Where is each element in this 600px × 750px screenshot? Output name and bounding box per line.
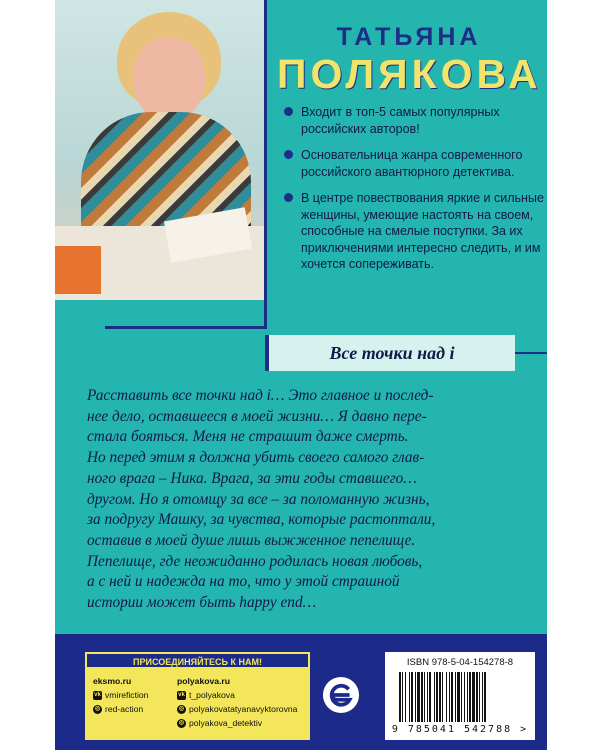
barcode-bar bbox=[417, 672, 420, 722]
vk-icon: vk bbox=[178, 691, 185, 698]
social-link-text: red-action bbox=[105, 704, 144, 714]
photo-frame-line-horizontal bbox=[105, 326, 267, 329]
social-link-text: polyakovatatyanavyktorovna bbox=[189, 704, 298, 714]
annotation-line: Расставить все точки над i… Это главное и послед- bbox=[87, 387, 434, 404]
barcode-bar bbox=[421, 672, 423, 722]
barcode-bar bbox=[476, 672, 478, 722]
barcode-bar bbox=[427, 672, 428, 722]
title-banner-line bbox=[515, 352, 547, 354]
barcode-icon bbox=[399, 672, 521, 722]
barcode-bar bbox=[439, 672, 441, 722]
annotation-line: истории может быть happy end… bbox=[87, 594, 317, 612]
barcode-bar bbox=[469, 672, 471, 722]
instagram-icon: ◎ bbox=[94, 705, 101, 712]
barcode-bar bbox=[446, 672, 447, 722]
barcode-bar bbox=[461, 672, 462, 722]
photo-orange-books bbox=[55, 246, 101, 294]
annotation-line: за подругу Машку, за чувства, которые растоптали, bbox=[87, 511, 436, 529]
social-heading: ПРИСОЕДИНЯЙТЕСЬ К НАМ! bbox=[85, 652, 310, 669]
social-link[interactable] bbox=[177, 688, 308, 702]
barcode-bar bbox=[484, 672, 486, 722]
social-link-text: vmirefiction bbox=[105, 690, 149, 700]
annotation-line: стала бояться. Меня не страшит даже смерть. bbox=[87, 428, 409, 446]
barcode-bar bbox=[429, 672, 431, 722]
social-link-text: polyakova_detektiv bbox=[189, 718, 263, 728]
photo-frame-line-vertical bbox=[264, 0, 267, 326]
social-link[interactable] bbox=[93, 688, 177, 702]
author-links bbox=[177, 674, 308, 730]
author-last-name: ПОЛЯКОВА bbox=[277, 51, 542, 97]
annotation-line: Но перед этим я должна убить своего самого глав- bbox=[87, 449, 425, 467]
barcode-bar bbox=[479, 672, 480, 722]
annotation-line: другом. Но я отомщу за все – за поломанную жизнь, bbox=[87, 490, 430, 508]
eksmo-logo-icon bbox=[322, 676, 360, 714]
social-link[interactable] bbox=[177, 716, 308, 730]
author-first-name: ТАТЬЯНА bbox=[336, 23, 482, 51]
barcode-bar bbox=[464, 672, 465, 722]
barcode-bar bbox=[405, 672, 406, 722]
barcode-bar bbox=[402, 672, 403, 722]
barcode-bar bbox=[399, 672, 401, 722]
barcode-bar bbox=[449, 672, 450, 722]
barcode-panel bbox=[385, 652, 535, 740]
annotation-line: а с ней и надежда на то, что у этой страшной bbox=[87, 573, 400, 591]
annotation-line: Пепелище, где неожиданно родилась новая любовь, bbox=[87, 552, 423, 570]
annotation-line: оставив в моей душе лишь выжженное пепелище. bbox=[87, 531, 416, 549]
barcode-bar bbox=[424, 672, 425, 722]
publisher-links bbox=[93, 674, 177, 716]
barcode-bar bbox=[482, 672, 483, 722]
isbn-text: ISBN 978-5-04-154278-8 bbox=[406, 657, 514, 668]
book-back-cover bbox=[55, 0, 547, 750]
barcode-bar bbox=[467, 672, 468, 722]
social-link-text: t_polyakova bbox=[189, 690, 235, 700]
photo-face bbox=[133, 38, 205, 122]
author-name bbox=[277, 22, 541, 96]
instagram-icon: ◎ bbox=[178, 719, 185, 726]
annotation-line: нее дело, оставшееся в моей жизни… Я давно пере- bbox=[87, 407, 427, 425]
highlight-item: Основательница жанра современного российского авантюрного детектива. bbox=[282, 147, 544, 180]
barcode-bar bbox=[434, 672, 435, 722]
barcode-bar bbox=[436, 672, 438, 722]
highlight-item: Входит в топ-5 самых популярных российских авторов! bbox=[282, 104, 544, 137]
barcode-bar bbox=[415, 672, 416, 722]
barcode-digits: 9 785041 542788 > bbox=[391, 724, 529, 735]
author-photo bbox=[55, 0, 264, 300]
author-site-link[interactable]: polyakova.ru bbox=[177, 676, 231, 686]
barcode-bar bbox=[455, 672, 456, 722]
barcode-bar bbox=[442, 672, 443, 722]
social-link[interactable] bbox=[93, 702, 177, 716]
barcode-bar bbox=[472, 672, 475, 722]
social-links-panel bbox=[85, 652, 310, 740]
highlight-item: В центре повествования яркие и сильные женщины, умеющие настоять на своем, способные на смелые поступки. За их приключениями интересно следить, и им хочется сопереживать. bbox=[282, 190, 544, 273]
author-highlights bbox=[282, 104, 544, 283]
book-title-banner bbox=[265, 335, 515, 371]
barcode-bar bbox=[411, 672, 413, 722]
publisher-footer bbox=[55, 634, 547, 750]
annotation-line: ного врага – Ника. Врага, за эти годы ставшего… bbox=[87, 469, 417, 487]
barcode-bar bbox=[451, 672, 453, 722]
book-title: Все точки над i bbox=[329, 342, 455, 363]
barcode-bar bbox=[457, 672, 460, 722]
vk-icon: vk bbox=[94, 691, 101, 698]
barcode-bar bbox=[409, 672, 410, 722]
instagram-icon: ◎ bbox=[178, 705, 185, 712]
book-annotation bbox=[87, 386, 527, 614]
publisher-site-link[interactable]: eksmo.ru bbox=[93, 676, 132, 686]
social-link[interactable] bbox=[177, 702, 308, 716]
